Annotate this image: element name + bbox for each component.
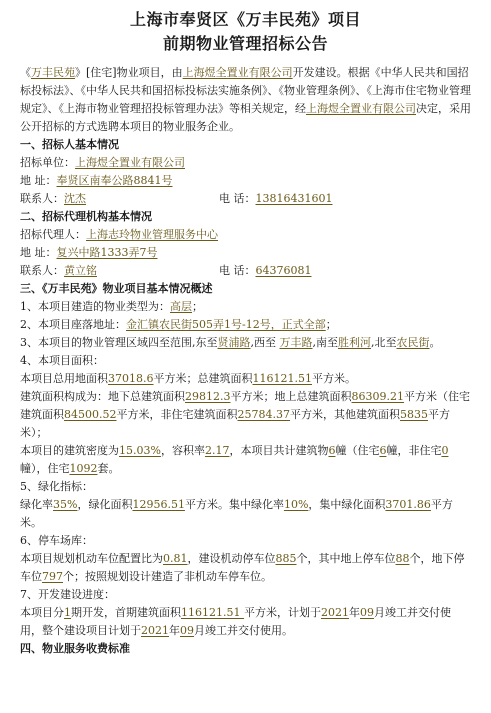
text-run: 平方米，计划于 (243, 606, 321, 619)
text-run: 《 (20, 66, 31, 79)
text-run: 个，地下停车位 (20, 552, 465, 583)
text-run: 期开发，首期建筑面积 (71, 606, 181, 619)
text-run: 平方米（住宅建筑面积 (20, 390, 470, 421)
filled-value: 贤浦路 (217, 336, 251, 349)
filled-value: 885 (275, 552, 297, 565)
filled-value: 高层 (170, 300, 192, 313)
text-run: 本项目规划机动车位配置比为 (20, 552, 163, 565)
project-item (20, 316, 471, 334)
text-run: 开发建设。根据《中华人民共和国招标投标法》、《中华人民共和国招标投标法实施条例》、《物业管理条例》、《上海市住宅物业管理规定》、《上海市物业管理招投标管理办法》等相关规定，经 (20, 66, 471, 115)
project-item (20, 586, 471, 604)
project-item (20, 334, 471, 352)
document-subtitle: 前期物业管理招标公告 (162, 34, 328, 53)
filled-value: 25784.37 (237, 408, 290, 421)
text-run: 本项目的建筑密度为 (20, 444, 119, 457)
text-run: 年 (169, 624, 180, 637)
text-run: 1、本项目建造的物业类型为： (20, 300, 170, 313)
filled-value: 3701.86 (385, 498, 431, 511)
filled-value: 1 (64, 606, 71, 619)
label: 地 址： (20, 246, 57, 259)
document-title: 上海市奉贤区《万丰民苑》项目 (129, 10, 361, 29)
filled-value: 0.81 (163, 552, 188, 565)
text-run: 个；按照规划设计建造了非机动车停车位。 (63, 570, 272, 583)
filled-value: 上海煜全置业有限公司 (182, 66, 293, 79)
text-run: 平方米，其他建筑面积 (290, 408, 400, 421)
text-run: 7、开发建设进度： (20, 588, 115, 601)
text-run: ； (325, 318, 337, 331)
filled-value: 797 (42, 570, 63, 583)
label: 招标单位： (20, 156, 75, 169)
project-item (20, 496, 471, 532)
project-item (20, 478, 471, 496)
project-items (20, 298, 471, 640)
filled-value: 09 (180, 624, 194, 637)
text-run: ，建设机动停车位 (187, 552, 276, 565)
agent-line (20, 226, 471, 244)
filled-value: 84500.52 (64, 408, 117, 421)
agent-address: 复兴中路1333弄7号 (56, 246, 158, 259)
tenderer-address-line (20, 172, 471, 190)
project-item (20, 388, 471, 442)
section-heading-fees: 四、物业服务收费标准 (20, 642, 130, 655)
filled-value: 1092 (69, 462, 98, 475)
agent-contact-line (20, 262, 471, 280)
text-run: ,西至 (250, 336, 280, 349)
text-run: 》[住宅]物业项目，由 (75, 66, 183, 79)
text-run: 套。 (97, 462, 120, 475)
filled-value: 5835 (400, 408, 428, 421)
label: 联系人： (20, 192, 64, 205)
agent-name: 上海志玲物业管理服务中心 (86, 228, 218, 241)
filled-value: 6 (379, 444, 387, 457)
text-run: 平方米。 (312, 372, 356, 385)
text-run: ，集中绿化面积 (308, 498, 386, 511)
text-run: 幢），住宅 (20, 462, 70, 475)
text-run: 建筑面积构成为：地下总建筑面积 (20, 390, 185, 403)
section-heading-tenderer: 一、招标人基本情况 (20, 138, 119, 151)
text-run: 5、绿化指标： (20, 480, 93, 493)
text-run: 月竣工并交付使用，整个建设项目计划于 (20, 606, 451, 637)
label: 联系人： (20, 264, 64, 277)
text-run: 3、本项目的物业管理区域四至范围,东至 (20, 336, 218, 349)
project-item (20, 298, 471, 316)
text-run: 幢（住宅 (335, 444, 380, 457)
text-run: 2、本项目座落地址： (20, 318, 126, 331)
project-item (20, 532, 471, 550)
text-run: ，本项目共计建筑物 (229, 444, 329, 457)
filled-value: 万丰民苑 (31, 66, 75, 79)
text-run: 平方米；总建筑面积 (153, 372, 253, 385)
text-run: 。 (429, 336, 441, 349)
project-item (20, 352, 471, 370)
filled-value: 116121.51 (181, 606, 244, 619)
text-run: 本项目分 (20, 606, 64, 619)
text-run: 平方米。 (20, 498, 453, 529)
text-run: ,南至 (312, 336, 338, 349)
label: 电 话： (219, 264, 256, 277)
filled-value: 2.17 (204, 444, 230, 457)
filled-value: 2021 (141, 624, 169, 637)
agent-phone: 64376081 (255, 264, 312, 277)
label: 招标代理人： (20, 228, 86, 241)
project-item (20, 370, 471, 388)
project-item (20, 604, 471, 640)
filled-value: 万丰路 (279, 336, 313, 349)
filled-value: 0 (441, 444, 449, 457)
text-run: ，绿化面积 (77, 498, 133, 511)
text-run: 平方米。集中绿化率 (184, 498, 284, 511)
filled-value: 6 (328, 444, 336, 457)
project-item (20, 442, 471, 478)
text-run: 决定，采用公开招标的方式选聘本项目的物业服务企业。 (20, 102, 471, 133)
text-run: 平方米）； (20, 408, 450, 439)
filled-value: 09 (359, 606, 374, 619)
text-run: 平方米，非住宅建筑面积 (116, 408, 238, 421)
text-run: 本项目总用地面积 (20, 372, 108, 385)
tenderer-unit: 上海煜全置业有限公司 (75, 156, 185, 169)
tenderer-contact-line (20, 190, 471, 208)
filled-value: 10% (283, 498, 309, 511)
filled-value: 88 (395, 552, 410, 565)
filled-value: 12956.51 (132, 498, 185, 511)
intro-paragraph (20, 64, 471, 136)
tenderer-phone: 13816431601 (255, 192, 333, 205)
filled-value: 116121.51 (252, 372, 312, 385)
label: 地 址： (20, 174, 57, 187)
text-run: 幢，非住宅 (386, 444, 442, 457)
section-heading-agent: 二、招标代理机构基本情况 (20, 210, 152, 223)
text-run: ，容积率 (160, 444, 205, 457)
tenderer-address: 奉贤区南奉公路8841号 (56, 174, 173, 187)
tenderer-contact: 沈杰 (64, 192, 86, 205)
filled-value: 15.03% (119, 444, 161, 457)
filled-value: 35% (53, 498, 78, 511)
filled-value: 金汇镇农民街505弄1号-12号，正式全部 (126, 318, 326, 331)
text-run: 4、本项目面积： (20, 354, 104, 367)
filled-value: 86309.21 (351, 390, 404, 403)
text-run: 月竣工并交付使用。 (194, 624, 293, 637)
filled-value: 29812.3 (185, 390, 231, 403)
tenderer-unit-line (20, 154, 471, 172)
section-heading-project: 三、《万丰民苑》物业项目基本情况概述 (20, 282, 213, 295)
text-run: 6、停车场库： (20, 534, 93, 547)
agent-contact: 黄立铭 (64, 264, 97, 277)
text-run: 个，其中地上停车位 (296, 552, 396, 565)
text-run: ,北至 (371, 336, 397, 349)
text-run: 年 (348, 606, 360, 619)
filled-value: 2021 (320, 606, 349, 619)
filled-value: 上海煜全置业有限公司 (306, 102, 416, 115)
filled-value: 37018.6 (108, 372, 154, 385)
label: 电 话： (219, 192, 256, 205)
text-run: 绿化率 (20, 498, 53, 511)
text-run: 平方米；地上总建筑面积 (230, 390, 352, 403)
filled-value: 农民街 (396, 336, 430, 349)
project-item (20, 550, 471, 586)
filled-value: 胜利河 (338, 336, 371, 349)
text-run: ； (192, 300, 203, 313)
agent-address-line (20, 244, 471, 262)
